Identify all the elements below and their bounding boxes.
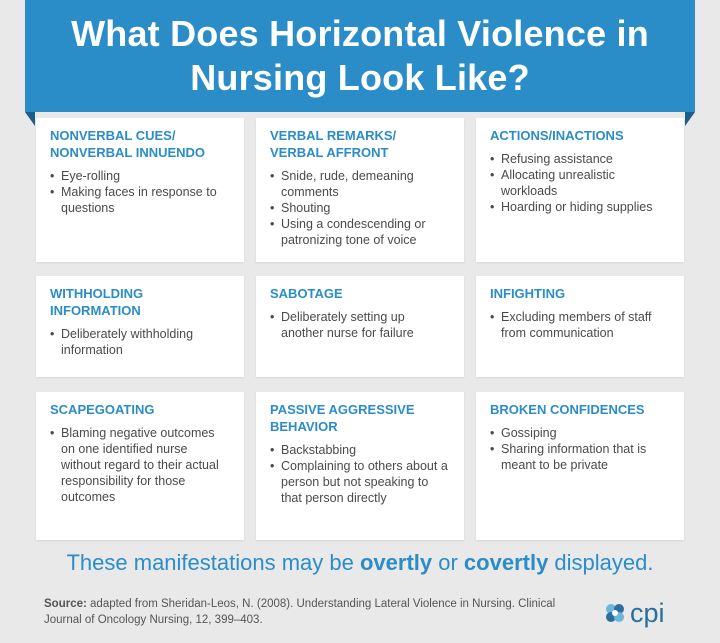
page-title: What Does Horizontal Violence in Nursing Look Like? [71,13,649,98]
cpi-logo [604,598,665,628]
source-label: Source: [44,598,87,610]
tagline [0,548,720,578]
list-item: • Snide, rude, demeaning comments [270,168,450,200]
list-item: • Sharing information that is meant to be private [490,441,670,473]
source-text: adapted from Sheridan-Leos, N. (2008). Understanding Lateral Violence in Nursing. Clinical Journal of Oncology Nursing, 12, 399–403. [44,598,556,626]
card-passive-aggressive [256,392,464,540]
list-item: • Eye-rolling [50,168,230,184]
card-title: SABOTAGE [270,286,343,301]
card-title: VERBAL REMARKS/ VERBAL AFFRONT [270,128,397,160]
list-item: • Making faces in response to questions [50,184,230,216]
list-item: • Refusing assistance [490,151,670,167]
banner-fold-left [25,112,35,126]
list-item: • Excluding members of staff from communication [490,309,670,341]
tagline-prefix: These manifestations may be [66,550,360,575]
list-item: • Allocating unrealistic workloads [490,167,670,199]
list-item: • Gossiping [490,425,670,441]
tagline-covertly: covertly [463,550,549,575]
title-banner [25,0,695,112]
card-list [50,168,230,216]
card-title: ACTIONS/INACTIONS [490,128,624,143]
list-item: • Shouting [270,200,450,216]
list-item: • Deliberately setting up another nurse for failure [270,309,450,341]
cpi-logo-icon [604,602,626,624]
card-actions-inactions [476,118,684,262]
list-item: • Using a condescending or patronizing tone of voice [270,216,450,248]
tagline-middle: or [432,550,464,575]
card-list [50,326,230,358]
list-item: • Backstabbing [270,442,450,458]
card-title: NONVERBAL CUES/ NONVERBAL INNUENDO [50,128,206,160]
card-verbal-remarks [256,118,464,262]
card-withholding-information [36,276,244,377]
card-list [490,151,670,215]
card-list [50,425,230,505]
card-broken-confidences [476,392,684,540]
card-list [490,309,670,341]
card-list [490,425,670,473]
card-list [270,442,450,506]
list-item: • Blaming negative outcomes on one identified nurse without regard to their actual responsibility for those outcomes [50,425,230,505]
tagline-suffix: displayed. [548,550,654,575]
card-infighting [476,276,684,377]
list-item: • Complaining to others about a person but not speaking to that person directly [270,458,450,506]
card-title: WITHHOLDING INFORMATION [50,286,144,318]
card-title: SCAPEGOATING [50,402,155,417]
card-list [270,168,450,248]
card-title: BROKEN CONFIDENCES [490,402,645,417]
card-scapegoating [36,392,244,540]
card-nonverbal-cues [36,118,244,262]
tagline-overtly: overtly [359,550,433,575]
cpi-logo-text: cpi [630,597,665,628]
list-item: • Deliberately withholding information [50,326,230,358]
card-list [270,309,450,341]
source-citation [44,596,564,628]
banner-fold-right [685,112,695,126]
card-title: INFIGHTING [490,286,566,301]
card-title: PASSIVE AGGRESSIVE BEHAVIOR [270,402,415,434]
card-sabotage [256,276,464,377]
list-item: • Hoarding or hiding supplies [490,199,670,215]
